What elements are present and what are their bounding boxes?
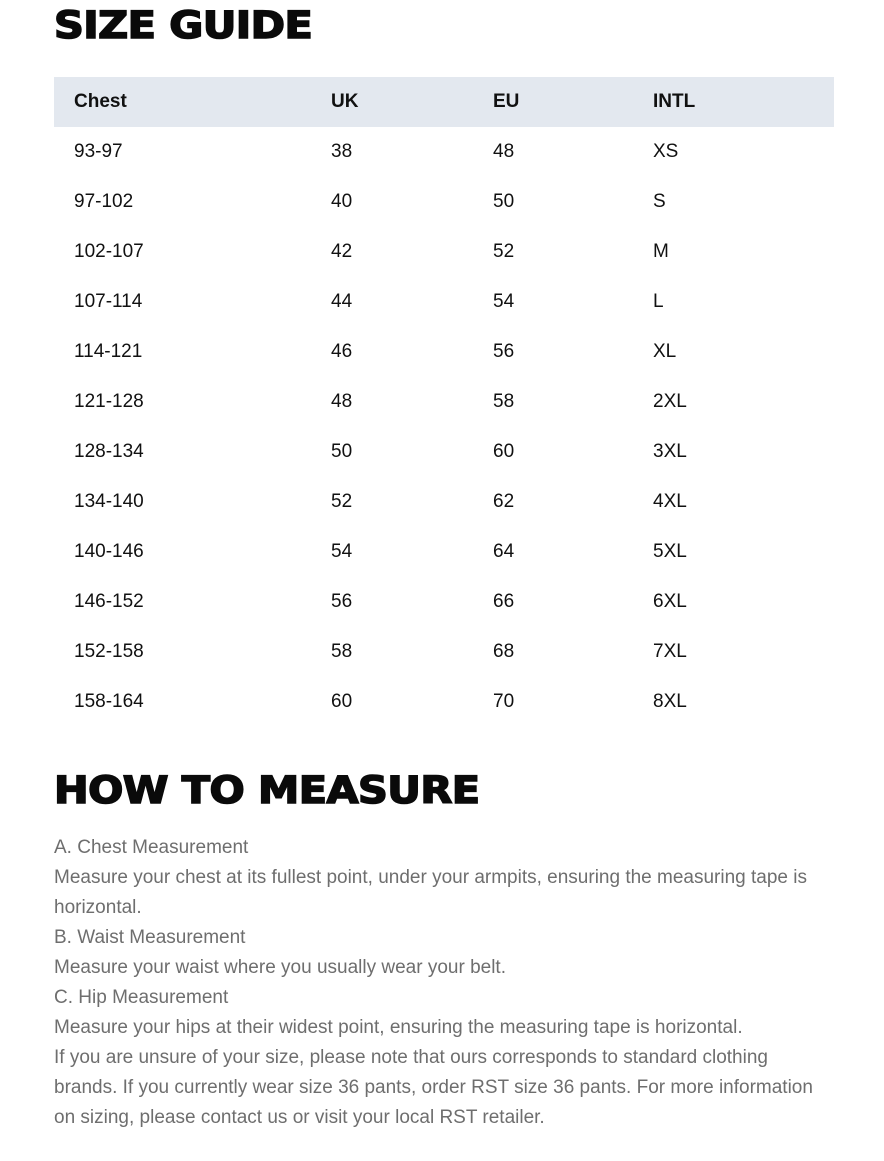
cell-eu: 52 (493, 241, 515, 262)
table-row (54, 327, 834, 377)
table-row (54, 427, 834, 477)
how-to-measure-text (54, 833, 834, 1133)
cell-intl: XS (653, 141, 679, 162)
cell-chest: 158-164 (74, 691, 144, 712)
cell-chest: 134-140 (74, 491, 144, 512)
header-intl: INTL (653, 91, 696, 112)
table-row (54, 127, 834, 177)
cell-intl: XL (653, 341, 677, 362)
cell-eu: 48 (493, 141, 515, 162)
hip-measurement-title: C. Hip Measurement (54, 987, 229, 1008)
cell-chest: 107-114 (74, 291, 143, 312)
cell-chest: 114-121 (74, 341, 143, 362)
table-row (54, 527, 834, 577)
table-row (54, 627, 834, 677)
cell-intl: 8XL (653, 691, 687, 712)
cell-eu: 60 (493, 441, 515, 462)
cell-eu: 50 (493, 191, 515, 212)
table-row (54, 477, 834, 527)
cell-uk: 54 (331, 541, 353, 562)
table-row (54, 177, 834, 227)
cell-uk: 42 (331, 241, 353, 262)
cell-chest: 128-134 (74, 441, 144, 462)
cell-uk: 60 (331, 691, 353, 712)
cell-intl: 4XL (653, 491, 687, 512)
table-row (54, 227, 834, 277)
cell-chest: 102-107 (74, 241, 144, 262)
cell-intl: 2XL (653, 391, 687, 412)
header-uk: UK (331, 91, 359, 112)
table-row (54, 577, 834, 627)
cell-intl: L (653, 291, 664, 312)
cell-chest: 146-152 (74, 591, 144, 612)
cell-eu: 66 (493, 591, 515, 612)
cell-uk: 46 (331, 341, 353, 362)
waist-measurement-text: Measure your waist where you usually wear your belt. (54, 957, 506, 978)
cell-eu: 56 (493, 341, 515, 362)
cell-eu: 68 (493, 641, 515, 662)
table-header-row (54, 77, 834, 127)
cell-eu: 58 (493, 391, 515, 412)
cell-uk: 56 (331, 591, 353, 612)
table-row (54, 277, 834, 327)
cell-intl: S (653, 191, 666, 212)
header-chest: Chest (74, 91, 127, 112)
cell-uk: 48 (331, 391, 353, 412)
cell-intl: 6XL (653, 591, 687, 612)
cell-chest: 93-97 (74, 141, 123, 162)
cell-chest: 140-146 (74, 541, 144, 562)
cell-uk: 58 (331, 641, 353, 662)
cell-uk: 52 (331, 491, 353, 512)
cell-uk: 44 (331, 291, 353, 312)
cell-eu: 70 (493, 691, 515, 712)
cell-eu: 62 (493, 491, 515, 512)
sizing-note: If you are unsure of your size, please note that ours corresponds to standard clothing brands. If you currently wear size 36 pants, order RST size 36 pants. For more information on sizing, please contact us or visit your local RST retailer. (54, 1047, 813, 1128)
size-table (54, 77, 834, 727)
size-guide-title: SIZE GUIDE (54, 4, 313, 47)
cell-intl: 5XL (653, 541, 687, 562)
cell-intl: M (653, 241, 669, 262)
cell-intl: 3XL (653, 441, 687, 462)
header-eu: EU (493, 91, 520, 112)
cell-uk: 38 (331, 141, 353, 162)
chest-measurement-title: A. Chest Measurement (54, 837, 249, 858)
hip-measurement-text: Measure your hips at their widest point, ensuring the measuring tape is horizontal. (54, 1017, 743, 1038)
cell-eu: 64 (493, 541, 515, 562)
cell-chest: 97-102 (74, 191, 134, 212)
cell-uk: 40 (331, 191, 353, 212)
cell-uk: 50 (331, 441, 353, 462)
waist-measurement-title: B. Waist Measurement (54, 927, 246, 948)
table-row (54, 377, 834, 427)
cell-chest: 121-128 (74, 391, 144, 412)
cell-eu: 54 (493, 291, 515, 312)
cell-chest: 152-158 (74, 641, 144, 662)
chest-measurement-text: Measure your chest at its fullest point, under your armpits, ensuring the measuring tape is horizontal. (54, 867, 807, 918)
how-to-measure-title: HOW TO MEASURE (54, 769, 480, 812)
table-row (54, 677, 834, 727)
cell-intl: 7XL (653, 641, 687, 662)
